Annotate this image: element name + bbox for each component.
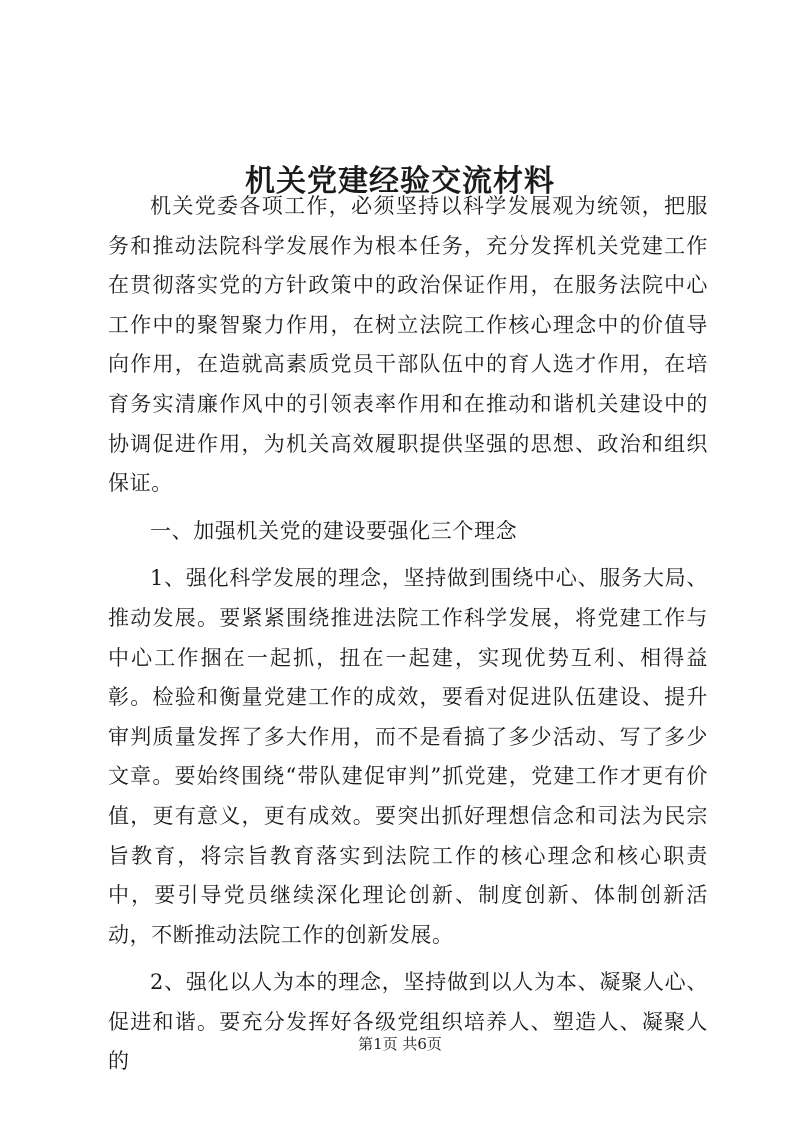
paragraph-item-1: 1、强化科学发展的理念，坚持做到围绕中心、服务大局、推动发展。要紧紧围绕推进法院工作科学发展，将党建工作与中心工作捆在一起抓，扭在一起建，实现优势互利、相得益彰。检验和衡量党建工作的成效，要看对促进队伍建设、提升审判质量发挥了多大作用，而不是看搞了多少活动、写了多少文章。要始终围绕“带队建促审判”抓党建，党建工作才更有价值，更有意义，更有成效。要突出抓好理想信念和司法为民宗旨教育，将宗旨教育落实到法院工作的核心理念和核心职责中，要引导党员继续深化理论创新、制度创新、体制创新活动，不断推动法院工作的创新发展。 (108, 566, 708, 947)
document-body (108, 187, 708, 1082)
page-number-footer: 第1页 共6页 (358, 1035, 442, 1053)
paragraph-intro: 机关党委各项工作，必须坚持以科学发展观为统领，把服务和推动法院科学发展作为根本任务，充分发挥机关党建工作在贯彻落实党的方针政策中的政治保证作用，在服务法院中心工作中的聚智聚力作用，在树立法院工作核心理念中的价值导向作用，在造就高素质党员干部队伍中的育人选才作用，在培育务实清廉作风中的引领表率作用和在推动和谐机关建设中的协调促进作用，为机关高效履职提供坚强的思想、政治和组织保证。 (108, 194, 708, 496)
document-title: 机关党建经验交流材料 (245, 164, 555, 200)
paragraph-item-2: 2、强化以人为本的理念，坚持做到以人为本、凝聚人心、促进和谐。要充分发挥好各级党组织培养人、塑造人、凝聚人的 (108, 970, 708, 1074)
section-heading-1: 一、加强机关党的建设要强化三个理念 (150, 518, 518, 543)
